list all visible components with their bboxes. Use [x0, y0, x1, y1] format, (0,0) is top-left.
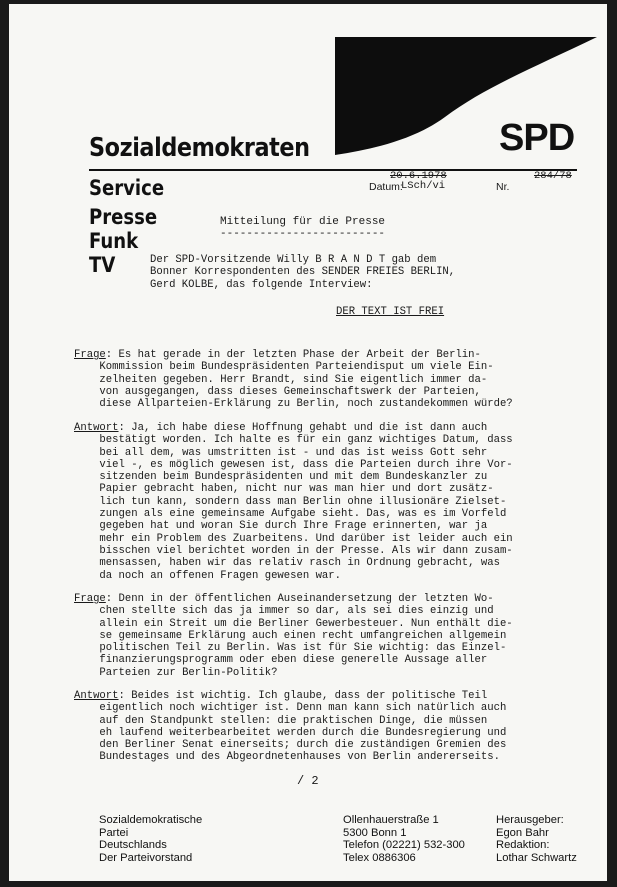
- qa-line: eh laufend weiterbearbeitet werden durch die Bundesregierung und: [74, 726, 507, 739]
- letterhead-rule: [89, 169, 577, 171]
- number-struck: 284/78: [534, 170, 572, 182]
- footer-line: Der Parteivorstand: [99, 851, 193, 864]
- intro-line: Der SPD-Vorsitzende Willy B R A N D T gab dem: [150, 254, 437, 266]
- footer-line: Ollenhauerstraße 1: [343, 814, 439, 826]
- qa-label: Frage: [74, 593, 106, 605]
- footer-line: Deutschlands: [99, 839, 167, 852]
- qa-line: gegeben hat und woran Sie durch Ihre Frage erinnerten, war ja: [74, 520, 488, 533]
- page-marker: / 2: [297, 774, 319, 788]
- qa-line: Kommission beim Bundespräsidenten Parteiendisput um viele Ein-: [74, 361, 494, 374]
- qa-block-answer-2: [74, 690, 506, 764]
- qa-line: zungen als eine gemeinsame Aufgabe sieht. Das, was es im Vorfeld: [74, 508, 507, 521]
- qa-line: von ausgegangen, dass dieses Gemeinschaftswerk der Parteien,: [74, 385, 481, 398]
- footer-line: Partei: [99, 826, 129, 839]
- qa-line: zelheiten gegeben. Herr Brandt, sind Sie eigentlich immer da-: [74, 373, 488, 386]
- qa-line: eigentlich noch wichtiger ist. Denn man kann sich natürlich auch: [74, 702, 507, 715]
- footer-line: 5300 Bonn 1: [343, 826, 407, 839]
- qa-line: politischen Teil zu Berlin. Was ist für Sie wichtig: das Einzel-: [74, 642, 507, 655]
- qa-line: allein ein Streit um die Berliner Gewerbesteuer. Nun enthält die-: [74, 617, 513, 630]
- footer-line: Herausgeber:: [496, 814, 564, 826]
- date-struck: 20.6.1978: [390, 170, 447, 182]
- datum-label: Datum:: [369, 181, 403, 193]
- qa-label: Antwort: [74, 422, 119, 434]
- qa-block-question-1: [74, 349, 513, 410]
- footer-publisher: [496, 814, 577, 864]
- intro-paragraph: [150, 254, 455, 291]
- qa-line: lich tun kann, sondern dass man Berlin ohne illusionäre Zielset-: [74, 495, 507, 508]
- qa-line: bisschen viel berichtet worden in der Presse. Als wir dann zusam-: [74, 544, 513, 557]
- qa-line: diese Allparteien-Erklärung zu Berlin, noch zustandekommen würde?: [74, 398, 513, 411]
- letterhead-title: Sozialdemokraten: [89, 133, 310, 163]
- footer-line: Telex 0886306: [343, 851, 416, 864]
- qa-line: Parteien zur Berlin-Politik?: [74, 666, 278, 679]
- footer-organization: [99, 814, 202, 864]
- heading-underline-dashes: -------------------------: [220, 228, 386, 240]
- qa-line: : Beides ist wichtig. Ich glaube, dass der politische Teil: [118, 690, 488, 702]
- qa-line: den Berliner Senat einerseits; durch die zuständigen Gremien des: [74, 739, 507, 752]
- datum-value: LSch/vi: [401, 180, 446, 192]
- qa-line: se gemeinsame Erklärung auch einen recht umfangreichen allgemein: [74, 629, 507, 642]
- side-label-presse: Presse: [89, 205, 158, 229]
- qa-line: : Es hat gerade in der letzten Phase der Arbeit der Berlin-: [105, 349, 481, 361]
- footer-line: Lothar Schwartz: [496, 851, 577, 864]
- qa-line: da noch an offenen Fragen gewesen war.: [74, 569, 342, 582]
- qa-line: chen stellte sich das ja immer so dar, als sei dies einzig und: [74, 605, 494, 618]
- mitteilung-heading: Mitteilung für die Presse: [220, 216, 386, 228]
- spd-logo-text: SPD: [499, 117, 575, 159]
- side-label-funk: Funk: [89, 229, 139, 253]
- qa-line: auf den Standpunkt stellen: die praktischen Dinge, die müssen: [74, 714, 488, 727]
- qa-line: bei all dem, was umstritten ist - und das ist weiss Gott sehr: [74, 446, 488, 459]
- qa-line: Bundestages und des Abgeordnetenhauses von Berlin andererseits.: [74, 751, 500, 764]
- text-frei-note: DER TEXT IST FREI: [336, 306, 445, 318]
- qa-label: Antwort: [74, 690, 119, 702]
- side-label-service: Service: [89, 176, 165, 200]
- qa-block-answer-1: [74, 422, 513, 582]
- footer-line: Telefon (02221) 532-300: [343, 839, 465, 852]
- nr-label: Nr.: [496, 181, 510, 193]
- footer-address: [343, 814, 465, 864]
- footer-line: Egon Bahr: [496, 826, 549, 839]
- qa-line: Papier gebracht haben, nicht nur was man hier und dort zusätz-: [74, 483, 494, 496]
- qa-line: sitzenden beim Bundespräsidenten und mit dem Bundeskanzler zu: [74, 471, 488, 484]
- qa-line: finanzierungsprogramm oder eben diese generelle Aussage aller: [74, 654, 488, 667]
- qa-line: : Denn in der öffentlichen Auseinandersetzung der letzten Wo-: [105, 593, 494, 605]
- footer-line: Redaktion:: [496, 839, 550, 852]
- qa-line: viel -, es möglich gewesen ist, dass die Parteien durch ihre Vor-: [74, 458, 513, 471]
- intro-line: Bonner Korrespondenten des SENDER FREIES BERLIN,: [150, 266, 456, 279]
- qa-line: bestätigt worden. Ich halte es für ein ganz wichtiges Datum, dass: [74, 434, 513, 447]
- document-page: [9, 4, 607, 881]
- footer-line: Sozialdemokratische: [99, 814, 203, 826]
- qa-line: : Ja, ich habe diese Hoffnung gehabt und die ist dann auch: [118, 422, 488, 434]
- qa-line: mensassen, haben wir das relativ rasch in Ordnung gebracht, was: [74, 557, 500, 570]
- qa-label: Frage: [74, 349, 106, 361]
- qa-block-question-2: [74, 593, 513, 679]
- qa-line: mehr ein Problem des Zuarbeitens. Und darüber ist leider auch ein: [74, 532, 513, 545]
- intro-line: Gerd KOLBE, das folgende Interview:: [150, 278, 373, 291]
- side-label-tv: TV: [89, 253, 116, 277]
